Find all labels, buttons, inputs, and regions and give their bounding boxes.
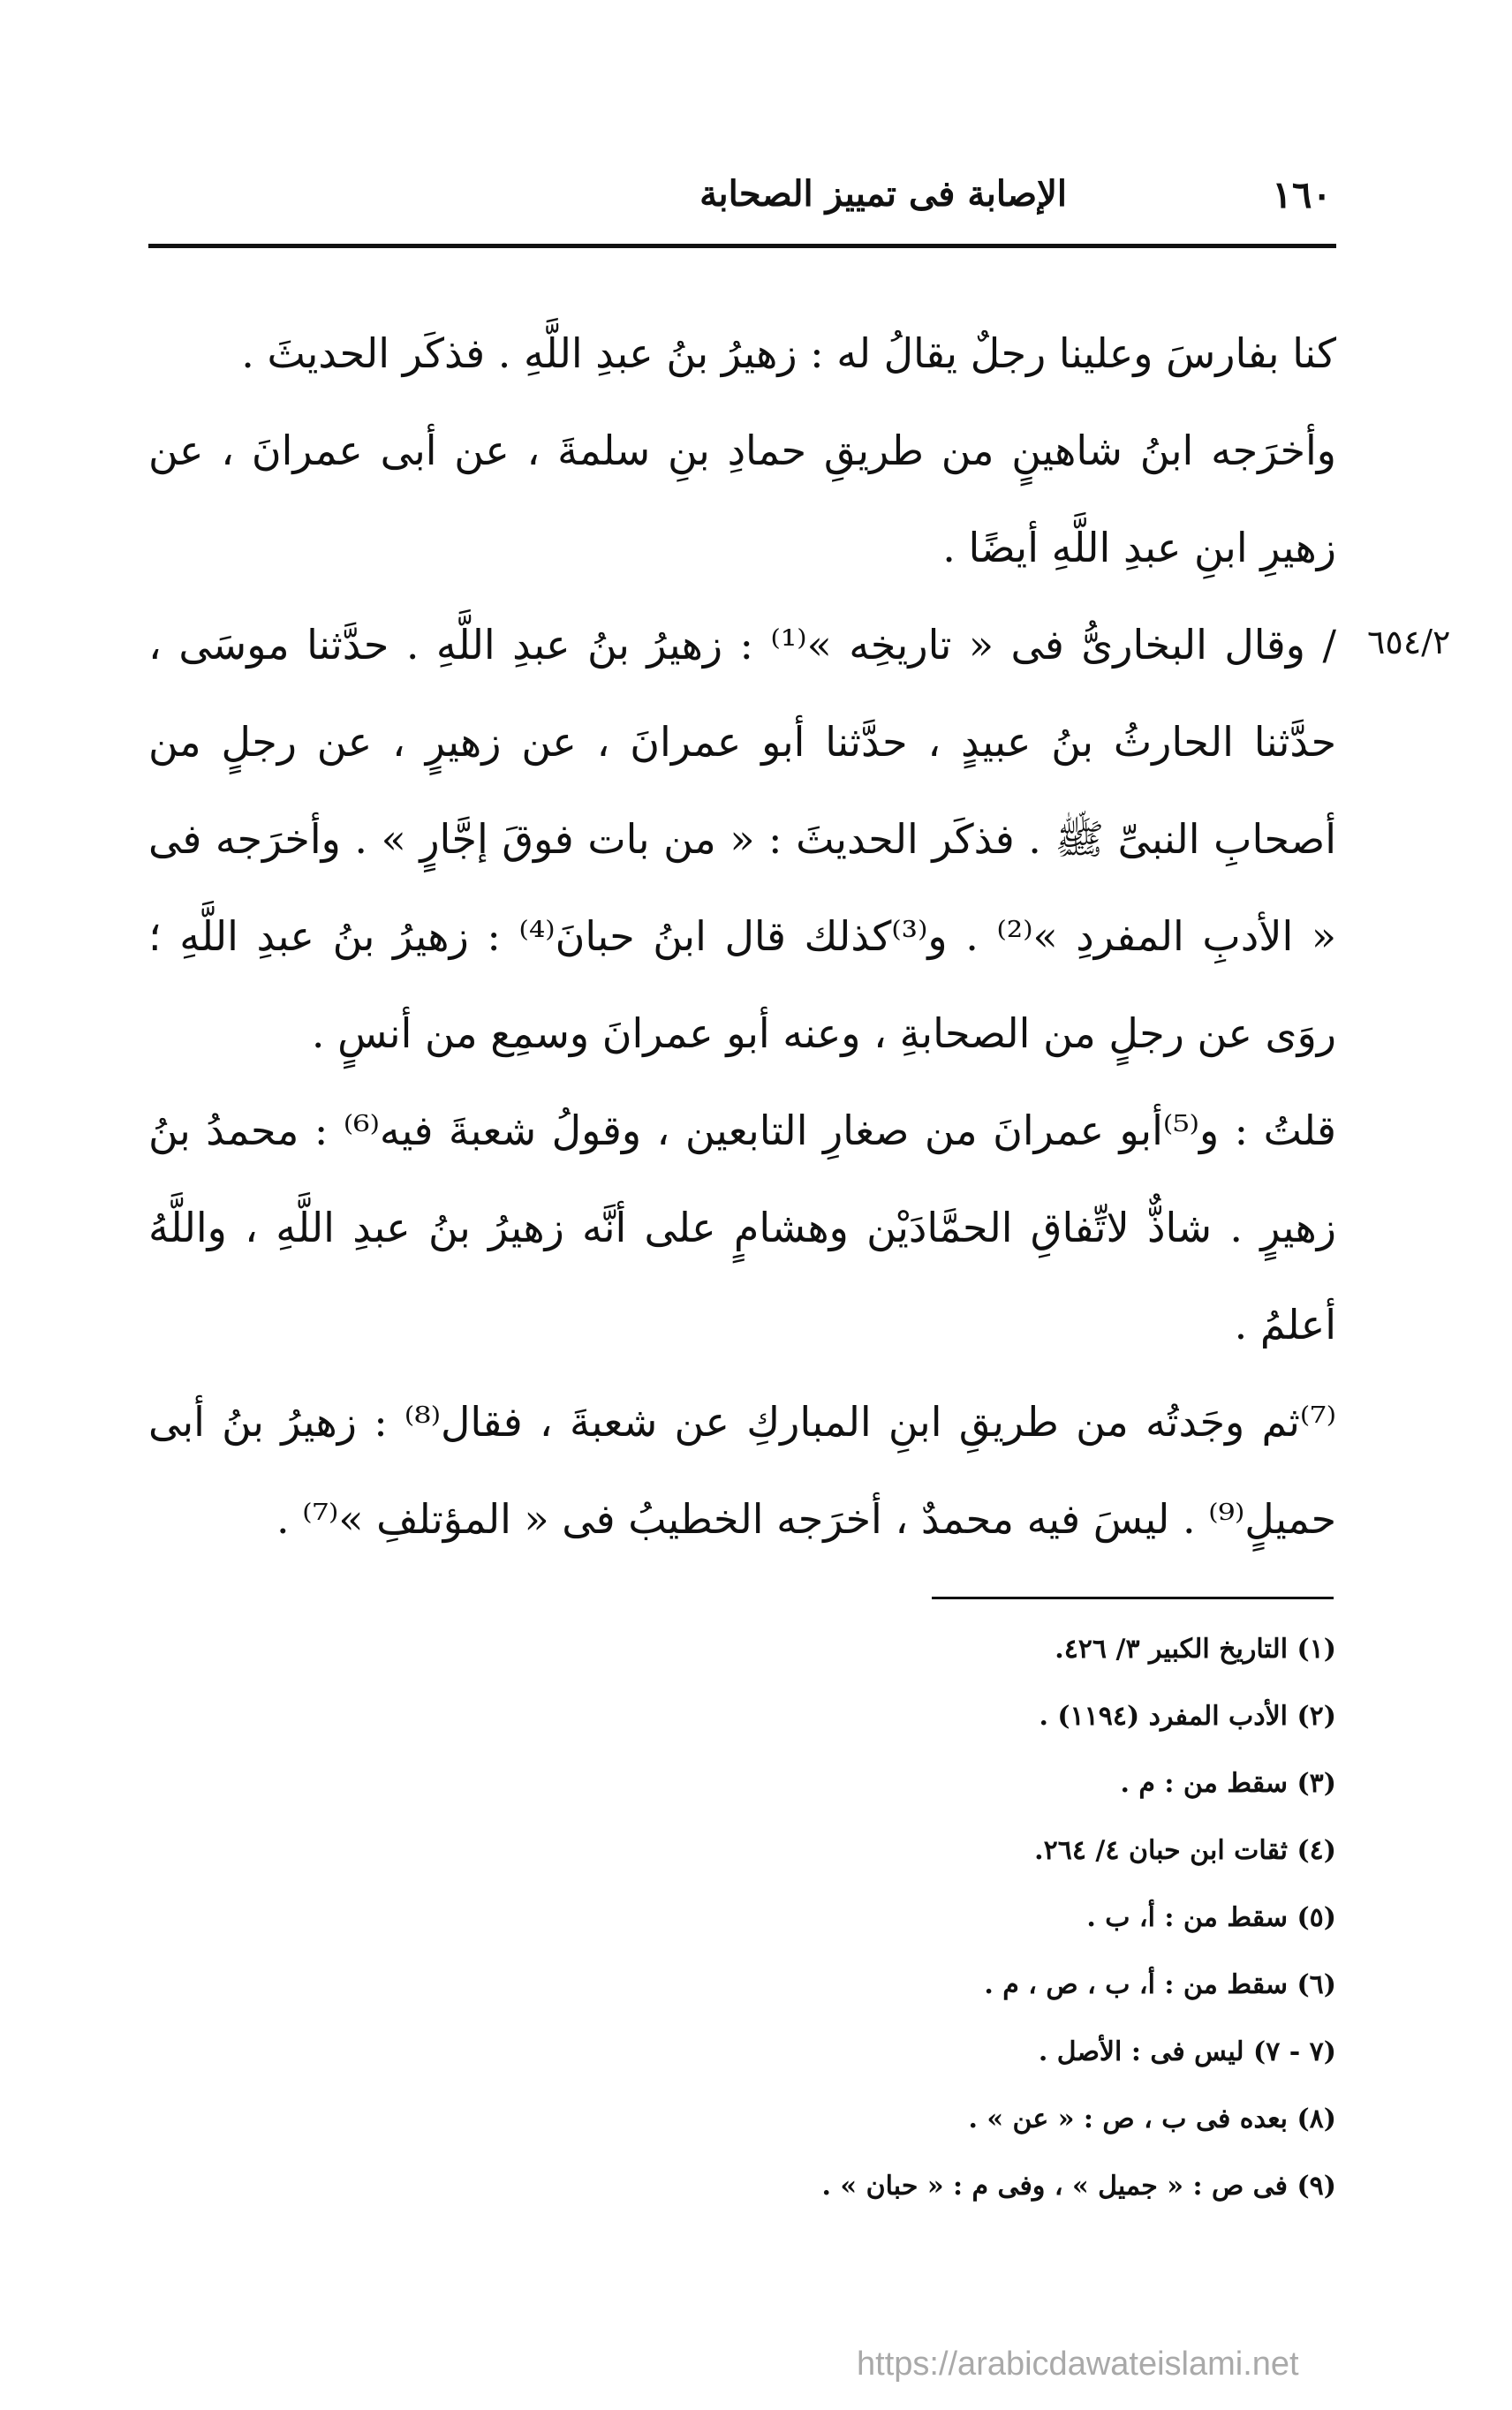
paragraph-4: قلتُ : و⁽⁵⁾أبو عمرانَ من صغارِ التابعين ، وقولُ شعبةَ فيه⁽⁶⁾ : محمدُ بنُ زهيرٍ . شاذٌّ لاتِّفاقِ الحمَّادَيْن وهشامٍ على أنَّه زهيرُ بنُ عبدِ اللَّهِ ، واللَّهُ أعلمُ . [148, 1107, 1337, 1349]
footnotes [148, 1616, 1336, 2220]
main-text [148, 305, 1336, 1568]
watermark-url: https://arabicdawateislami.net [857, 2346, 1299, 2383]
running-title: الإصابة فى تمييز الصحابة [699, 173, 1067, 215]
footnote-9: (٩) فى ص : « جميل » ، وفى م : « حبان » . [821, 2171, 1336, 2202]
page-number: ١٦٠ [1272, 173, 1332, 216]
footnote-6: (٦) سقط من : أ، ب ، ص ، م . [984, 1969, 1336, 2000]
header-rule [148, 244, 1336, 248]
footnote-4: (٤) ثقات ابن حبان ٤/ ٢٦٤. [1034, 1835, 1336, 1866]
page-header [148, 173, 1332, 226]
footnote-3: (٣) سقط من : م . [1120, 1768, 1336, 1799]
paragraph-1: كنا بفارسَ وعلينا رجلٌ يقالُ له : زهيرُ بنُ عبدِ اللَّهِ . فذكَر الحديثَ . [241, 329, 1336, 377]
paragraph-2: وأخرَجه ابنُ شاهينٍ من طريقِ حمادِ بنِ سلمةَ ، عن أبى عمرانَ ، عن زهيرِ ابنِ عبدِ اللَّهِ أيضًا . [148, 427, 1336, 571]
footnote-rule [932, 1597, 1334, 1599]
footnote-8: (٨) بعده فى ب ، ص : « عن » . [968, 2104, 1336, 2134]
paragraph-5: ⁽⁷⁾ثم وجَدتُه من طريقِ ابنِ المباركِ عن شعبةَ ، فقال⁽⁸⁾ : زهيرُ بنُ أبى حميلٍ⁽⁹⁾ . ليسَ فيه محمدٌ ، أخرَجه الخطيبُ فى « المؤتلفِ »⁽⁷⁾ . [148, 1398, 1336, 1543]
footnote-1: (١) التاريخ الكبير ٣/ ٤٢٦. [1055, 1634, 1336, 1665]
paragraph-3: / وقال البخارىُّ فى « تاريخِه »⁽¹⁾ : زهيرُ بنُ عبدِ اللَّهِ . حدَّثنا موسَى ، حدَّثنا الحارثُ بنُ عبيدٍ ، حدَّثنا أبو عمرانَ ، عن زهيرٍ ، عن رجلٍ من أصحابِ النبىِّ ﷺ . فذكَر الحديثَ : « من بات فوقَ إجَّارٍ » . وأخرَجه فى « الأدبِ المفردِ »⁽²⁾ . و⁽³⁾كذلك قال ابنُ حبانَ⁽⁴⁾ : زهيرُ بنُ عبدِ اللَّهِ ؛ روَى عن رجلٍ من الصحابةِ ، وعنه أبو عمرانَ وسمِع من أنسٍ . [148, 621, 1336, 1057]
footnote-2: (٢) الأدب المفرد (١١٩٤) . [1039, 1701, 1336, 1732]
footnote-7: (٧ - ٧) ليس فى : الأصل . [1038, 2036, 1336, 2067]
footnote-5: (٥) سقط من : أ، ب . [1086, 1902, 1336, 1933]
margin-reference: ٦٥٤/٢ [1367, 623, 1451, 661]
